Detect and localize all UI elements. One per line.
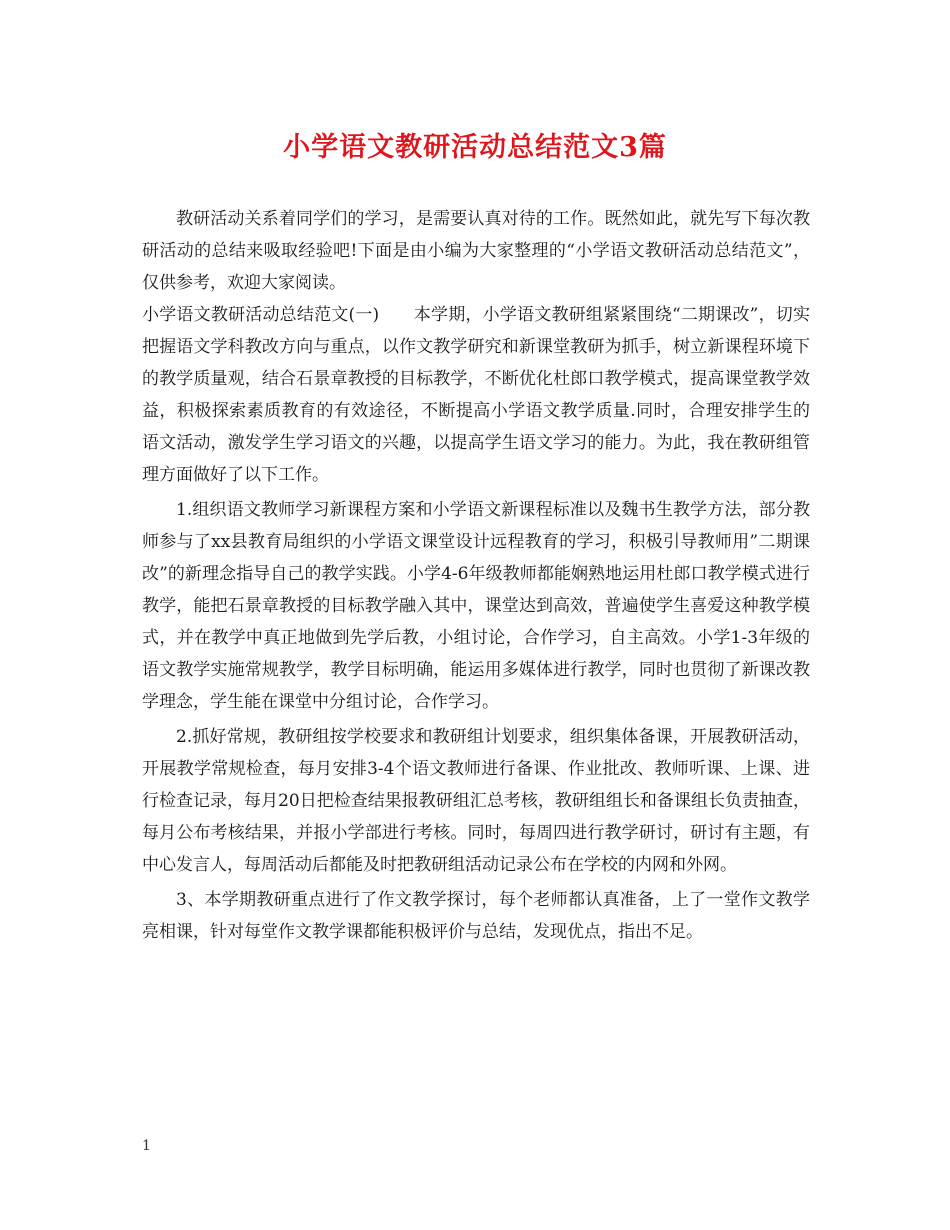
section-heading-paragraph: 小学语文教研活动总结范文(一) 本学期，小学语文教研组紧紧围绕“二期课改”，切实把握语文学科教改方向与重点，以作文教学研究和新课堂教研为抓手，树立新课程环境下的教学质量观，结合石景章教授的目标教学，不断优化杜郎口教学模式，提高课堂教学效益，积极探索素质教育的有效途径，不断提高小学语文教学质量.同时，合理安排学生的语文活动，激发学生学习语文的兴趣，以提高学生语文学习的能力。为此，我在教研组管理方面做好了以下工作。 (142, 305, 810, 485)
page-number: 1 (142, 1138, 151, 1154)
document-title: 小学语文教研活动总结范文3篇 (283, 132, 667, 163)
intro-paragraph: 教研活动关系着同学们的学习，是需要认真对待的工作。既然如此，就先写下每次教研活动的总结来吸取经验吧!下面是由小编为大家整理的“小学语文教研活动总结范文”，仅供参考，欢迎大家阅读。 (142, 209, 810, 293)
body-paragraph-3: 3、本学期教研重点进行了作文教学探讨，每个老师都认真准备，上了一堂作文教学亮相课，针对每堂作文教学课都能积极评价与总结，发现优点，指出不足。 (142, 890, 810, 942)
document-body (142, 203, 810, 948)
body-paragraph-1: 1.组织语文教师学习新课程方案和小学语文新课程标准以及魏书生教学方法，部分教师参与了xx县教育局组织的小学语文课堂设计远程教育的学习，积极引导教师用”二期课改”的新理念指导自己的教学实践。小学4-6年级教师都能娴熟地运用杜郎口教学模式进行教学，能把石景章教授的目标教学融入其中，课堂达到高效，普遍使学生喜爱这种教学模式，并在教学中真正地做到先学后教，小组讨论，合作学习，自主高效。小学1-3年级的语文教学实施常规教学，教学目标明确，能运用多媒体进行教学，同时也贯彻了新课改教学理念，学生能在课堂中分组讨论，合作学习。 (142, 500, 810, 712)
body-paragraph-2: 2.抓好常规，教研组按学校要求和教研组计划要求，组织集体备课，开展教研活动，开展教学常规检查，每月安排3-4个语文教师进行备课、作业批改、教师听课、上课、进行检查记录，每月20日把检查结果报教研组汇总考核，教研组组长和备课组长负责抽查，每月公布考核结果，并报小学部进行考核。同时，每周四进行教学研讨，研讨有主题，有中心发言人，每周活动后都能及时把教研组活动记录公布在学校的内网和外网。 (142, 727, 810, 875)
